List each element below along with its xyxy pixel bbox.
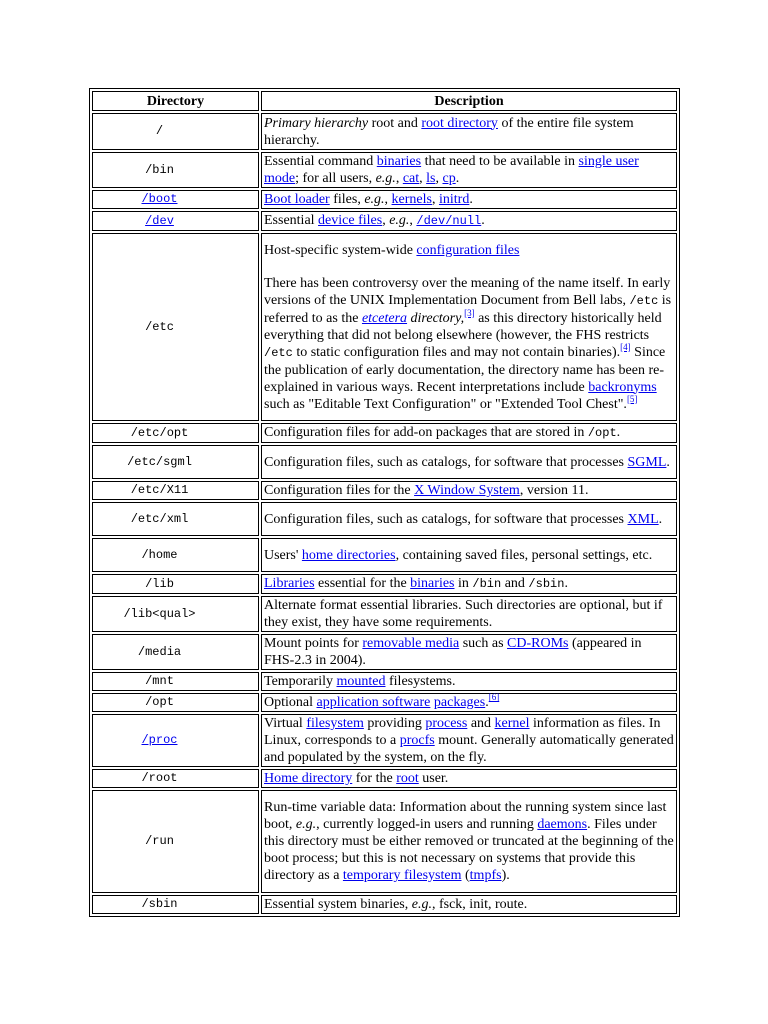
home-directory-link[interactable]: Home directory	[264, 771, 353, 786]
desc-text: as this directory historically held everything that did not belong elsewhere (however, the FHS restricts	[264, 310, 662, 343]
description-cell	[261, 538, 677, 572]
device-files-link[interactable]: device files	[318, 213, 383, 228]
desc-text: files,	[329, 192, 365, 207]
table-row	[92, 895, 677, 914]
directory-cell: /	[92, 113, 259, 150]
table-row	[92, 211, 677, 231]
kernel-link[interactable]: kernel	[494, 716, 530, 731]
desc-text: Configuration files for the	[264, 483, 415, 498]
desc-text: providing	[363, 716, 426, 731]
boot-loader-link[interactable]: Boot loader	[264, 192, 330, 207]
table-row	[92, 445, 677, 479]
desc-text: .	[616, 425, 621, 440]
directory-cell: /etc/sgml	[92, 445, 259, 479]
table-row	[92, 714, 677, 767]
process-link[interactable]: process	[425, 716, 468, 731]
table-row	[92, 672, 677, 691]
application-software-link[interactable]: application software	[316, 695, 431, 710]
description-cell	[261, 113, 677, 150]
single-user-mode-link[interactable]: single user mode	[264, 154, 639, 186]
table-row	[92, 596, 677, 632]
directory-cell: /bin	[92, 152, 259, 188]
sbin-code: /sbin	[528, 577, 565, 591]
table-row	[92, 152, 677, 188]
sgml-link[interactable]: SGML	[627, 454, 667, 470]
table-row	[92, 769, 677, 788]
description-cell	[261, 634, 677, 670]
table-row	[92, 190, 677, 209]
table-row	[92, 113, 677, 150]
desc-text: essential for the	[314, 576, 411, 591]
filesystem-link[interactable]: filesystem	[306, 716, 364, 731]
desc-text: .	[666, 454, 670, 470]
table-row	[92, 538, 677, 572]
dev-directory-link[interactable]: /dev	[145, 213, 174, 228]
directory-column-header: Directory	[92, 91, 259, 111]
desc-text: in	[454, 576, 473, 591]
desc-text: root and	[368, 115, 422, 131]
etc-code: /etc	[629, 293, 659, 308]
dev-null-code: /dev/null	[416, 214, 482, 228]
desc-text: .	[469, 192, 473, 207]
desc-text: Primary hierarchy	[264, 115, 369, 131]
daemons-link[interactable]: daemons	[537, 817, 588, 832]
home-directories-link[interactable]: home directories	[301, 547, 396, 563]
desc-text: Configuration files, such as catalogs, for software that processes	[264, 454, 628, 470]
desc-text: (	[461, 868, 470, 883]
desc-text: mount. Generally automatically generated and populated by the system, on the fly.	[264, 733, 674, 765]
table-row	[92, 233, 677, 421]
desc-text: There has been controversy over the meaning of the name itself. In early versions of the UNIX Implementation Document from Bell labs,	[264, 275, 671, 308]
description-cell	[261, 190, 677, 209]
desc-text: ,	[384, 192, 392, 207]
backronyms-link[interactable]: backronyms	[588, 379, 657, 395]
desc-text: (appeared in FHS-2.3 in 2004).	[264, 636, 642, 668]
description-column-header: Description	[261, 91, 677, 111]
desc-text: Essential command	[264, 154, 377, 169]
desc-text: user.	[418, 771, 449, 786]
citation-3-link[interactable]: [3]	[464, 307, 475, 318]
directory-cell: /lib	[92, 574, 259, 594]
cd-roms-link[interactable]: CD-ROMs	[507, 636, 569, 651]
desc-text: Temporarily	[264, 674, 337, 689]
dev-null-link[interactable]	[416, 213, 481, 228]
table-row	[92, 502, 677, 536]
directory-cell: /lib<qual>	[92, 596, 259, 632]
desc-text: Host-specific system-wide	[264, 242, 417, 258]
description-cell	[261, 790, 677, 893]
binaries-link[interactable]: binaries	[376, 154, 422, 169]
desc-text: ,	[409, 213, 417, 228]
desc-text: such as "Editable Text Configuration" or "Extended Tool Chest".	[264, 396, 627, 412]
desc-text: Virtual	[264, 716, 307, 731]
directory-cell: /media	[92, 634, 259, 670]
directory-cell	[92, 190, 259, 209]
opt-code: /opt	[587, 426, 617, 440]
desc-text: e.g.	[389, 213, 410, 228]
description-cell	[261, 502, 677, 536]
desc-text: Optional	[264, 695, 317, 710]
table-row	[92, 574, 677, 594]
desc-text: , containing saved files, personal settings, etc.	[395, 547, 653, 563]
directory-cell	[92, 714, 259, 767]
desc-text: , fsck, init, route.	[431, 897, 528, 912]
desc-text: ,	[431, 192, 439, 207]
desc-text: , version 11.	[519, 483, 589, 498]
table-row	[92, 693, 677, 712]
boot-directory-link[interactable]: /boot	[141, 192, 178, 206]
desc-text: . Files under this directory must be either removed or truncated at the beginning of the boot process; but this is not necessary on systems that provide this directory as a	[264, 817, 674, 883]
description-cell	[261, 445, 677, 479]
desc-text: ,	[435, 171, 443, 186]
desc-text: Since the publication of early documentation, the directory name has been re-explained in various ways. Recent interpretations include	[264, 344, 666, 395]
desc-text: Users'	[264, 547, 302, 563]
desc-text: Mount points for	[264, 636, 363, 651]
desc-text: Configuration files for add-on packages that are stored in	[264, 425, 588, 440]
libraries-link[interactable]: Libraries	[264, 576, 315, 591]
description-cell	[261, 895, 677, 914]
description-cell	[261, 693, 677, 712]
description-cell	[261, 574, 677, 594]
desc-text: e.g.	[411, 897, 432, 912]
cat-link[interactable]: cat	[402, 171, 420, 186]
procfs-link[interactable]: procfs	[399, 733, 435, 748]
removable-media-link[interactable]: removable media	[362, 636, 460, 651]
desc-text: ; for all users,	[295, 171, 376, 186]
paragraph-gap	[264, 259, 674, 275]
desc-text: Essential system binaries,	[264, 897, 412, 912]
proc-directory-link[interactable]: /proc	[141, 733, 178, 747]
directory-cell: /sbin	[92, 895, 259, 914]
desc-text: Configuration files, such as catalogs, for software that processes	[264, 511, 628, 527]
desc-text: that need to be available in	[421, 154, 579, 169]
directory-cell: /run	[92, 790, 259, 893]
etc-code: /etc	[264, 345, 293, 360]
directory-cell: /opt	[92, 693, 259, 712]
desc-text: and	[467, 716, 495, 731]
citation-4-link[interactable]: [4]	[620, 341, 631, 352]
desc-text: e.g.	[295, 817, 317, 832]
desc-text: and	[501, 576, 529, 591]
desc-text: ,	[419, 171, 427, 186]
desc-text: .	[564, 576, 568, 591]
directory-cell: /etc	[92, 233, 259, 421]
header-row	[92, 91, 677, 111]
desc-text: such as	[459, 636, 508, 651]
directory-cell	[92, 211, 259, 231]
desc-text: Essential	[264, 213, 319, 228]
directory-cell: /etc/xml	[92, 502, 259, 536]
desc-text: filesystems.	[385, 674, 456, 689]
temporary-filesystem-link[interactable]: temporary filesystem	[342, 868, 462, 883]
description-cell	[261, 152, 677, 188]
root-user-link[interactable]: root	[396, 771, 419, 786]
desc-text: Run-time variable data: Information about the running system since last boot,	[264, 800, 667, 832]
directory-cell: /etc/opt	[92, 423, 259, 443]
table-row	[92, 790, 677, 893]
fhs-directory-table	[89, 88, 680, 917]
desc-text: .	[481, 213, 485, 228]
desc-text: .	[658, 511, 663, 527]
x-window-system-link[interactable]: X Window System	[414, 483, 520, 498]
desc-text: Alternate format essential libraries. Such directories are optional, but if they exist, they have some requirements.	[264, 598, 663, 630]
table-row	[92, 634, 677, 670]
desc-text: e.g.	[375, 171, 396, 186]
table-row	[92, 423, 677, 443]
xml-link[interactable]: XML	[627, 511, 659, 527]
citation-5-link[interactable]: [5]	[626, 393, 638, 404]
desc-text: e.g.	[364, 192, 385, 207]
desc-text: directory,	[407, 310, 465, 326]
tmpfs-link[interactable]: tmpfs	[469, 868, 502, 883]
desc-text: to static configuration files and may not contain binaries).	[292, 344, 621, 360]
desc-text: .	[455, 171, 460, 186]
initrd-link[interactable]: initrd	[438, 192, 470, 207]
desc-text: .	[485, 695, 489, 710]
cp-link[interactable]: cp	[442, 171, 456, 186]
desc-text: for the	[352, 771, 397, 786]
desc-text: ,	[382, 213, 390, 228]
description-cell	[261, 211, 677, 231]
desc-text: of the entire file system hierarchy.	[264, 115, 634, 148]
citation-6-link[interactable]: [6]	[488, 692, 500, 702]
description-cell	[261, 423, 677, 443]
directory-cell: /root	[92, 769, 259, 788]
description-cell	[261, 714, 677, 767]
description-cell	[261, 769, 677, 788]
configuration-files-link[interactable]: configuration files	[416, 242, 520, 258]
description-cell	[261, 481, 677, 500]
desc-text: information as files. In Linux, corresponds to a	[264, 716, 661, 748]
description-cell	[261, 672, 677, 691]
description-cell	[261, 233, 677, 421]
description-cell	[261, 596, 677, 632]
kernels-link[interactable]: kernels	[391, 192, 432, 207]
desc-text: is referred to as the	[264, 292, 672, 326]
directory-cell: /home	[92, 538, 259, 572]
ls-link[interactable]: ls	[426, 171, 436, 186]
mounted-link[interactable]: mounted	[336, 674, 386, 689]
directory-cell: /etc/X11	[92, 481, 259, 500]
bin-code: /bin	[472, 577, 502, 591]
directory-cell: /mnt	[92, 672, 259, 691]
etcetera-link[interactable]: etcetera	[361, 310, 408, 326]
table-row	[92, 481, 677, 500]
desc-text: , currently logged-in users and running	[316, 817, 538, 832]
root-directory-link[interactable]: root directory	[421, 115, 498, 131]
binaries-link[interactable]: binaries	[410, 576, 455, 591]
desc-text: ,	[395, 171, 403, 186]
desc-text: ).	[501, 868, 510, 883]
packages-link[interactable]: packages	[433, 695, 486, 710]
